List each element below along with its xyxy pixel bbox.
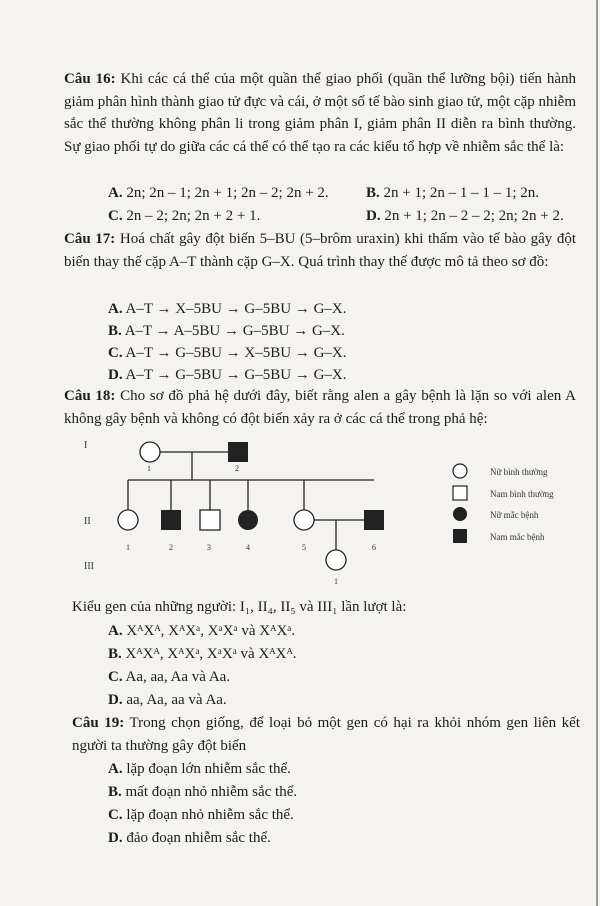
question-17-label: Câu 17: bbox=[64, 231, 116, 247]
generation-I-label: I bbox=[84, 440, 88, 451]
legend-affected-female: Nữ mắc bệnh bbox=[490, 510, 539, 520]
II6-number: 6 bbox=[372, 543, 376, 552]
question-19 bbox=[72, 712, 580, 757]
q18-option-b[interactable]: B. XᴬXᴬ, XᴬXᵃ, XᵃXᵃ và XᴬXᴬ. bbox=[108, 646, 297, 662]
question-18-prompt: Kiểu gen của những người: I₁, II₄, II₅ và III₁ lần lượt là: bbox=[72, 599, 407, 615]
person-II6-affected-male bbox=[364, 510, 384, 530]
legend-affected-male-icon bbox=[453, 529, 467, 543]
generation-III-label: III bbox=[84, 561, 94, 572]
question-18 bbox=[64, 385, 576, 430]
q16-option-d[interactable]: D. 2n + 1; 2n – 2 – 2; 2n; 2n + 2. bbox=[366, 208, 564, 224]
question-16-label: Câu 16: bbox=[64, 71, 116, 87]
generation-II-label: II bbox=[84, 516, 91, 527]
q17-option-c[interactable]: C. A–T → G–5BU → X–5BU → G–X. bbox=[108, 345, 347, 361]
II4-number: 4 bbox=[246, 543, 250, 552]
legend-normal-male: Nam bình thường bbox=[490, 489, 554, 499]
legend-normal-male-icon bbox=[453, 486, 467, 500]
q17-option-d[interactable]: D. A–T → G–5BU → G–5BU → G–X. bbox=[108, 367, 347, 383]
q18-option-d[interactable]: D. aa, Aa, aa và Aa. bbox=[108, 692, 227, 708]
I1-number: 1 bbox=[147, 464, 151, 473]
question-16 bbox=[64, 68, 576, 158]
q17-option-a[interactable]: A. A–T → X–5BU → G–5BU → G–X. bbox=[108, 301, 347, 317]
person-II2-affected-male bbox=[161, 510, 181, 530]
question-18-text: Cho sơ đồ phả hệ dưới đây, biết rằng alen a gây bệnh là lặn so với alen A không gây bệnh và không có đột biến xảy ra ở các cá thể trong phả hệ: bbox=[64, 388, 577, 427]
question-17-text: Hoá chất gây đột biến 5–BU (5–brôm uraxin) khi thấm vào tế bào gây đột biến thay thế cặp A–T thành cặp G–X. Quá trình thay thế được mô tả theo sơ đồ: bbox=[64, 231, 577, 270]
person-II3-normal-male bbox=[200, 510, 220, 530]
I2-number: 2 bbox=[235, 464, 239, 473]
legend-normal-female-icon bbox=[453, 464, 467, 478]
q18-option-a[interactable]: A. XᴬXᴬ, XᴬXᵃ, XᵃXᵃ và XᴬXᵃ. bbox=[108, 623, 296, 639]
q18-option-c[interactable]: C. Aa, aa, Aa và Aa. bbox=[108, 669, 231, 685]
person-II4-affected-female bbox=[238, 510, 258, 530]
q16-option-a[interactable]: A. 2n; 2n – 1; 2n + 1; 2n – 2; 2n + 2. bbox=[108, 185, 329, 201]
person-I2-affected-male bbox=[228, 442, 248, 462]
legend-affected-female-icon bbox=[453, 507, 467, 521]
III1-number: 1 bbox=[334, 577, 338, 586]
legend-normal-female: Nữ bình thường bbox=[490, 467, 548, 477]
person-II1-normal-female bbox=[118, 510, 138, 530]
person-II5-normal-female bbox=[294, 510, 314, 530]
legend-affected-male: Nam mắc bệnh bbox=[490, 532, 545, 542]
q17-option-b[interactable]: B. A–T → A–5BU → G–5BU → G–X. bbox=[108, 323, 345, 339]
question-18-label: Câu 18: bbox=[64, 388, 116, 404]
question-19-label: Câu 19: bbox=[72, 715, 125, 731]
question-17 bbox=[64, 228, 576, 273]
II3-number: 3 bbox=[207, 543, 211, 552]
page-edge-divider bbox=[596, 0, 598, 906]
person-III1-normal-female bbox=[326, 550, 346, 570]
pedigree-diagram bbox=[70, 428, 600, 598]
q16-option-c[interactable]: C. 2n – 2; 2n; 2n + 2 + 1. bbox=[108, 208, 261, 224]
q19-option-c[interactable]: C. lặp đoạn nhỏ nhiễm sắc thể. bbox=[108, 807, 294, 823]
II5-number: 5 bbox=[302, 543, 306, 552]
II1-number: 1 bbox=[126, 543, 130, 552]
q19-option-a[interactable]: A. lặp đoạn lớn nhiễm sắc thể. bbox=[108, 761, 291, 777]
q19-option-d[interactable]: D. đảo đoạn nhiễm sắc thể. bbox=[108, 830, 271, 846]
q19-option-b[interactable]: B. mất đoạn nhỏ nhiễm sắc thể. bbox=[108, 784, 298, 800]
person-I1-normal-female bbox=[140, 442, 160, 462]
question-19-text: Trong chọn giống, để loại bỏ một gen có hại ra khỏi nhóm gen liên kết người ta thường gây đột biến bbox=[72, 715, 580, 754]
q16-option-b[interactable]: B. 2n + 1; 2n – 1 – 1 – 1; 2n. bbox=[366, 185, 540, 201]
question-16-text: Khi các cá thể của một quần thể giao phối (quần thể lưỡng bội) tiến hành giảm phân hình thành giao tử đực và cái, ở một số tế bào sinh giao tử, một cặp nhiễm sắc thể thường không phân li trong giảm phân I, giảm phân II diễn ra bình thường. Sự giao phối tự do giữa các cá thể có thể tạo ra các kiểu tổ hợp về nhiễm sắc thể là: bbox=[64, 71, 577, 155]
II2-number: 2 bbox=[169, 543, 173, 552]
